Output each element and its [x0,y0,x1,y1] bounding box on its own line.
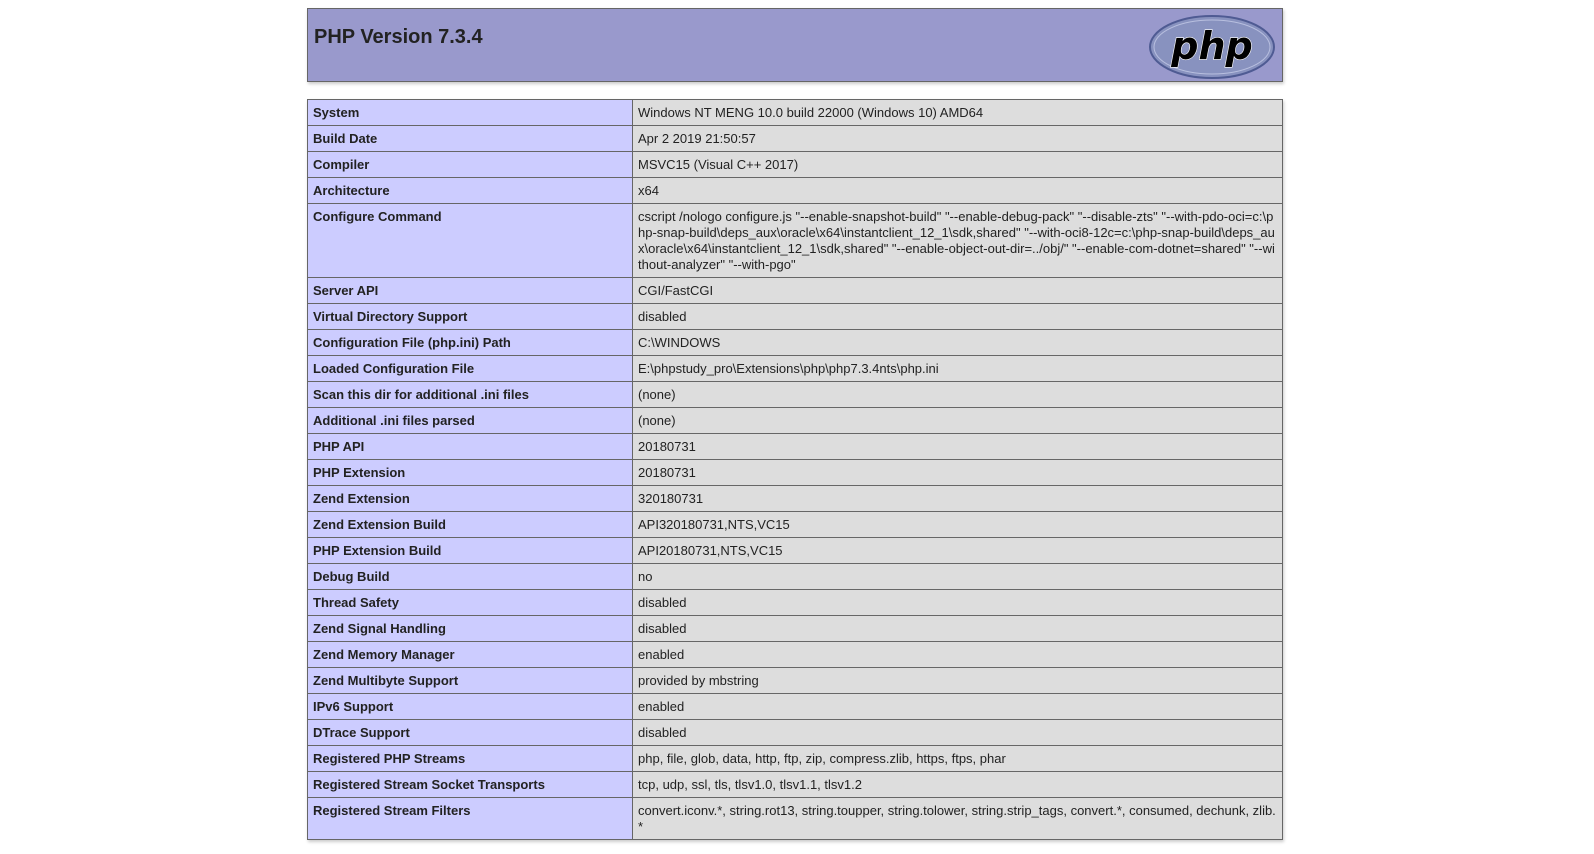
table-row [308,642,1283,668]
row-value: API20180731,NTS,VC15 [633,538,1283,564]
table-row [308,356,1283,382]
row-value: (none) [633,408,1283,434]
row-key: Zend Memory Manager [308,642,633,668]
table-row [308,616,1283,642]
row-value: 20180731 [633,434,1283,460]
row-key: System [308,100,633,126]
row-value: CGI/FastCGI [633,278,1283,304]
php-logo-text: php [1171,24,1253,68]
table-row [308,382,1283,408]
row-value: enabled [633,694,1283,720]
row-key: Debug Build [308,564,633,590]
table-row [308,772,1283,798]
version-header [307,8,1283,82]
row-key: PHP Extension Build [308,538,633,564]
row-value: (none) [633,382,1283,408]
row-key: Thread Safety [308,590,633,616]
row-key: Additional .ini files parsed [308,408,633,434]
row-value: x64 [633,178,1283,204]
table-row [308,694,1283,720]
row-key: Build Date [308,126,633,152]
row-value: no [633,564,1283,590]
row-value: cscript /nologo configure.js "--enable-snapshot-build" "--enable-debug-pack" "--disable-zts" "--with-pdo-oci=c:\php-snap-build\deps_aux\oracle\x64\instantclient_12_1\sdk,shared" "--with-oci8-12c=c:\php-snap-build\deps_aux\oracle\x64\instantclient_12_1\sdk,shared" "--enable-object-out-dir=../obj/" "--enable-com-dotnet=shared" "--without-analyzer" "--with-pgo" [633,204,1283,278]
row-key: Registered Stream Filters [308,798,633,840]
row-key: Configuration File (php.ini) Path [308,330,633,356]
table-row [308,512,1283,538]
row-key: PHP API [308,434,633,460]
row-value: C:\WINDOWS [633,330,1283,356]
row-value: 20180731 [633,460,1283,486]
row-value: disabled [633,304,1283,330]
table-row [308,304,1283,330]
table-row [308,460,1283,486]
row-key: Scan this dir for additional .ini files [308,382,633,408]
row-value: convert.iconv.*, string.rot13, string.toupper, string.tolower, string.strip_tags, convert.*, consumed, dechunk, zlib.* [633,798,1283,840]
row-value: Apr 2 2019 21:50:57 [633,126,1283,152]
info-table-body [308,100,1283,840]
row-value: E:\phpstudy_pro\Extensions\php\php7.3.4nts\php.ini [633,356,1283,382]
row-value: tcp, udp, ssl, tls, tlsv1.0, tlsv1.1, tlsv1.2 [633,772,1283,798]
row-key: Server API [308,278,633,304]
row-key: Zend Signal Handling [308,616,633,642]
row-key: Virtual Directory Support [308,304,633,330]
table-row [308,100,1283,126]
row-value: MSVC15 (Visual C++ 2017) [633,152,1283,178]
table-row [308,126,1283,152]
row-value: provided by mbstring [633,668,1283,694]
table-row [308,720,1283,746]
info-table [307,99,1283,840]
row-key: Architecture [308,178,633,204]
table-row [308,798,1283,840]
table-row [308,204,1283,278]
row-value: disabled [633,616,1283,642]
row-value: disabled [633,720,1283,746]
row-key: PHP Extension [308,460,633,486]
row-key: Zend Multibyte Support [308,668,633,694]
table-row [308,178,1283,204]
row-value: Windows NT MENG 10.0 build 22000 (Windows 10) AMD64 [633,100,1283,126]
table-row [308,668,1283,694]
php-logo[interactable] [1148,14,1276,80]
row-key: Registered Stream Socket Transports [308,772,633,798]
table-row [308,486,1283,512]
row-key: Loaded Configuration File [308,356,633,382]
row-key: Registered PHP Streams [308,746,633,772]
table-row [308,278,1283,304]
row-value: 320180731 [633,486,1283,512]
table-row [308,564,1283,590]
row-key: IPv6 Support [308,694,633,720]
table-row [308,408,1283,434]
row-key: Zend Extension Build [308,512,633,538]
table-row [308,590,1283,616]
page-title: PHP Version 7.3.4 [314,26,483,48]
row-key: Compiler [308,152,633,178]
row-value: php, file, glob, data, http, ftp, zip, compress.zlib, https, ftps, phar [633,746,1283,772]
row-key: DTrace Support [308,720,633,746]
table-row [308,330,1283,356]
table-row [308,746,1283,772]
table-row [308,434,1283,460]
row-value: enabled [633,642,1283,668]
row-value: API320180731,NTS,VC15 [633,512,1283,538]
row-key: Zend Extension [308,486,633,512]
table-row [308,152,1283,178]
table-row [308,538,1283,564]
row-value: disabled [633,590,1283,616]
row-key: Configure Command [308,204,633,278]
